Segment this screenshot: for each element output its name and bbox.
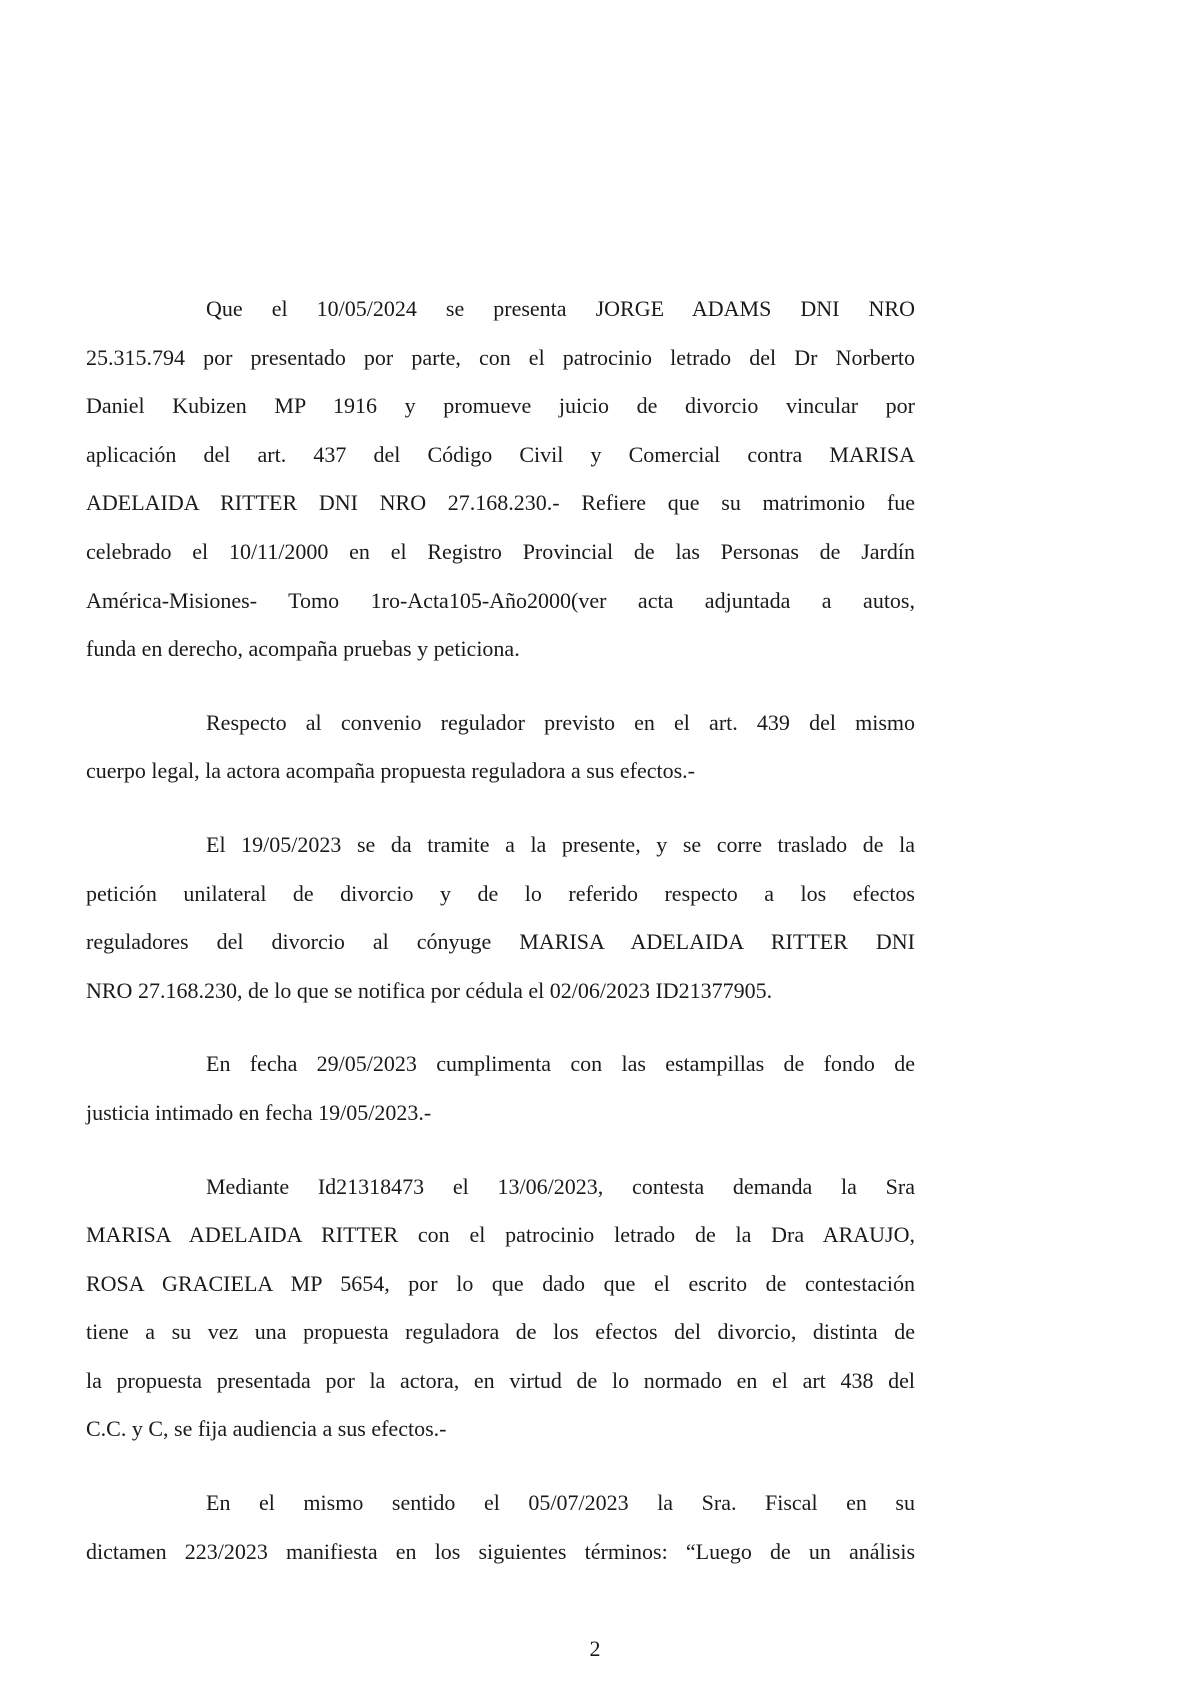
text-line: aplicación del art. 437 del Código Civil y Comercial contra MARISA	[86, 441, 915, 467]
document-body	[86, 285, 915, 1601]
text-line: América-Misiones- Tomo 1ro-Acta105-Año2000(ver acta adjuntada a autos,	[86, 587, 915, 613]
text-line: Mediante Id21318473 el 13/06/2023, contesta demanda la Sra	[206, 1173, 915, 1199]
text-line: MARISA ADELAIDA RITTER con el patrocinio letrado de la Dra ARAUJO,	[86, 1222, 915, 1248]
text-line: cuerpo legal, la actora acompaña propuesta reguladora a sus efectos.-	[86, 758, 695, 784]
page-number: 2	[589, 1636, 601, 1661]
text-line: justicia intimado en fecha 19/05/2023.-	[86, 1099, 432, 1125]
paragraph	[86, 1040, 915, 1137]
paragraph	[86, 285, 915, 674]
paragraph	[86, 821, 915, 1015]
text-line: petición unilateral de divorcio y de lo referido respecto a los efectos	[86, 880, 915, 906]
text-line: la propuesta presentada por la actora, en virtud de lo normado en el art 438 del	[86, 1367, 915, 1393]
text-line: En fecha 29/05/2023 cumplimenta con las estampillas de fondo de	[206, 1051, 915, 1077]
text-line: reguladores del divorcio al cónyuge MARISA ADELAIDA RITTER DNI	[86, 929, 915, 955]
text-line: tiene a su vez una propuesta reguladora de los efectos del divorcio, distinta de	[86, 1319, 915, 1345]
text-line: dictamen 223/2023 manifiesta en los siguientes términos: “Luego de un análisis	[86, 1538, 915, 1564]
text-line: Daniel Kubizen MP 1916 y promueve juicio de divorcio vincular por	[86, 393, 915, 419]
text-line: NRO 27.168.230, de lo que se notifica por cédula el 02/06/2023 ID21377905.	[86, 977, 773, 1003]
paragraph	[86, 699, 915, 796]
paragraph	[86, 1163, 915, 1455]
text-line: El 19/05/2023 se da tramite a la presente, y se corre traslado de la	[206, 831, 915, 857]
text-line: celebrado el 10/11/2000 en el Registro Provincial de las Personas de Jardín	[86, 538, 915, 564]
text-line: C.C. y C, se fija audiencia a sus efectos.-	[86, 1416, 447, 1442]
paragraph	[86, 1479, 915, 1576]
text-line: funda en derecho, acompaña pruebas y peticiona.	[86, 636, 520, 662]
text-line: 25.315.794 por presentado por parte, con el patrocinio letrado del Dr Norberto	[86, 344, 915, 370]
text-line: ROSA GRACIELA MP 5654, por lo que dado que el escrito de contestación	[86, 1270, 915, 1296]
text-line: Respecto al convenio regulador previsto en el art. 439 del mismo	[206, 709, 915, 735]
text-line: Que el 10/05/2024 se presenta JORGE ADAMS DNI NRO	[206, 296, 915, 321]
text-line: ADELAIDA RITTER DNI NRO 27.168.230.- Refiere que su matrimonio fue	[86, 490, 915, 516]
text-line: En el mismo sentido el 05/07/2023 la Sra. Fiscal en su	[206, 1490, 915, 1516]
